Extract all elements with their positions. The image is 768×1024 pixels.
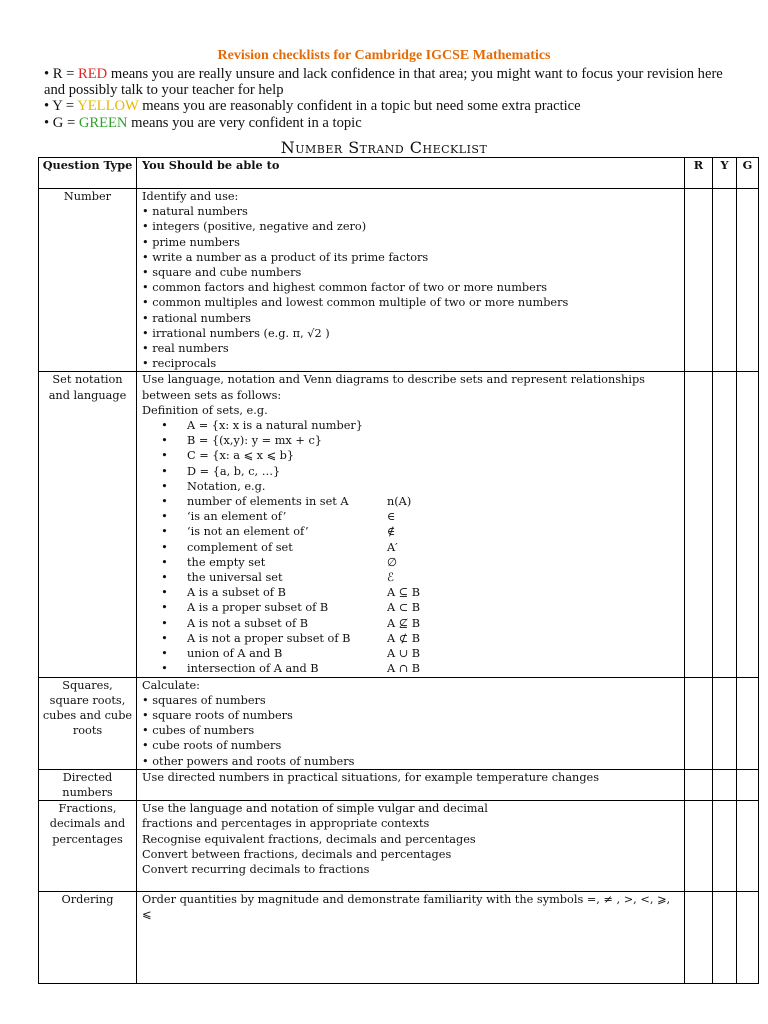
- table-row: [39, 892, 759, 984]
- content-line: • integers (positive, negative and zero): [142, 220, 367, 234]
- rating-cell-y[interactable]: [713, 189, 737, 372]
- legend-text: means you are very confident in a topic: [127, 114, 362, 131]
- header-y: Y: [713, 158, 737, 189]
- question-type: Ordering: [39, 892, 137, 984]
- content-line: • prime numbers: [142, 235, 240, 249]
- notation-item: • A is not a proper subset of B A ⊄ B: [161, 631, 421, 645]
- rating-cell-y[interactable]: [713, 892, 737, 984]
- content-line: • reciprocals: [142, 357, 217, 371]
- legend-yellow: [44, 98, 734, 114]
- rating-cell-r[interactable]: [685, 801, 713, 892]
- strand-title: Number Strand Checklist: [280, 138, 488, 157]
- legend-prefix: • R =: [44, 66, 79, 82]
- content-line: • cube roots of numbers: [142, 739, 282, 753]
- set-definition: • C = {x: a ⩽ x ⩽ b}: [161, 449, 295, 463]
- notation-item: • complement of set A′: [161, 540, 398, 554]
- content-line: • natural numbers: [142, 205, 248, 219]
- header-question-type: Question Type: [39, 158, 137, 189]
- legend-red: [44, 66, 734, 98]
- content-line: Convert recurring decimals to fractions: [142, 862, 370, 876]
- row-content: [137, 372, 685, 677]
- set-definition: • A = {x: x is a natural number}: [161, 419, 363, 433]
- header-g: G: [737, 158, 759, 189]
- content-line: • real numbers: [142, 342, 229, 356]
- row-content: [137, 189, 685, 372]
- rating-cell-r[interactable]: [685, 769, 713, 800]
- rating-cell-r[interactable]: [685, 677, 713, 769]
- content-line: Definition of sets, e.g.: [142, 403, 268, 417]
- checklist-table: [38, 157, 759, 984]
- set-definition: • B = {(x,y): y = mx + c}: [161, 434, 322, 448]
- rating-cell-g[interactable]: [737, 189, 759, 372]
- rating-cell-y[interactable]: [713, 769, 737, 800]
- notation-item: • A is a proper subset of B A ⊂ B: [161, 601, 421, 615]
- notation-item: • intersection of A and B A ∩ B: [161, 662, 421, 676]
- content-line: Use language, notation and Venn diagrams to describe sets and represent relationships between sets as follows:: [142, 373, 645, 402]
- table-row: [39, 801, 759, 892]
- notation-item: • Notation, e.g.: [161, 479, 266, 493]
- question-type: Set notation and language: [39, 372, 137, 677]
- content-line: Calculate:: [142, 678, 200, 692]
- notation-item: • the empty set ∅: [161, 555, 397, 569]
- content-line: • square and cube numbers: [142, 266, 302, 280]
- legend-word-yellow: YELLOW: [77, 98, 139, 115]
- rating-cell-y[interactable]: [713, 677, 737, 769]
- document-title: Revision checklists for Cambridge IGCSE Mathematics: [217, 48, 551, 63]
- legend-word-red: RED: [78, 66, 108, 82]
- notation-item: • the universal set ℰ: [161, 571, 394, 585]
- rating-cell-r[interactable]: [685, 189, 713, 372]
- rating-cell-y[interactable]: [713, 372, 737, 677]
- rating-cell-g[interactable]: [737, 892, 759, 984]
- content-line: fractions and percentages in appropriate contexts: [142, 817, 430, 831]
- legend-prefix: • G =: [44, 114, 79, 131]
- content-line: • write a number as a product of its prime factors: [142, 250, 429, 264]
- header-you-should: You Should be able to: [137, 158, 685, 189]
- rating-cell-g[interactable]: [737, 769, 759, 800]
- rating-legend: [44, 66, 734, 131]
- content-line: Order quantities by magnitude and demonstrate familiarity with the symbols =, ≠ , >, <, ⩾, ⩽: [142, 893, 671, 922]
- question-type: Directed numbers: [39, 769, 137, 800]
- legend-text: means you are really unsure and lack confidence in that area; you might want to focus your revision here and possibly talk to your teacher for help: [44, 66, 723, 99]
- rating-cell-y[interactable]: [713, 801, 737, 892]
- row-content: [137, 892, 685, 984]
- content-line: • squares of numbers: [142, 693, 266, 707]
- content-line: • common multiples and lowest common multiple of two or more numbers: [142, 296, 569, 310]
- table-header-row: [39, 158, 759, 189]
- table-row: [39, 769, 759, 800]
- notation-item: • A is not a subset of B A ⊈ B: [161, 616, 421, 630]
- content-line: Convert between fractions, decimals and percentages: [142, 847, 452, 861]
- content-line: • cubes of numbers: [142, 724, 255, 738]
- table-row: [39, 189, 759, 372]
- table-row: [39, 677, 759, 769]
- notation-item: • ‘is an element of’ ∈: [161, 510, 396, 524]
- header-r: R: [685, 158, 713, 189]
- content-line: Identify and use:: [142, 190, 239, 203]
- notation-item: • number of elements in set A n(A): [161, 495, 412, 509]
- content-line: Recognise equivalent fractions, decimals and percentages: [142, 832, 476, 846]
- notation-item: • A is a subset of B A ⊆ B: [161, 586, 421, 600]
- table-row: [39, 372, 759, 677]
- legend-word-green: GREEN: [78, 114, 128, 131]
- notation-item: • ‘is not an element of’ ∉: [161, 525, 396, 539]
- rating-cell-g[interactable]: [737, 372, 759, 677]
- content-line: • rational numbers: [142, 311, 251, 325]
- notation-item: • union of A and B A ∪ B: [161, 647, 421, 661]
- question-type: Fractions, decimals and percentages: [39, 801, 137, 892]
- content-line: • common factors and highest common factor of two or more numbers: [142, 281, 548, 295]
- content-line: Use the language and notation of simple vulgar and decimal: [142, 802, 488, 816]
- rating-cell-r[interactable]: [685, 892, 713, 984]
- legend-green: [44, 115, 734, 131]
- content-line: Use directed numbers in practical situations, for example temperature changes: [142, 770, 600, 784]
- content-line: • other powers and roots of numbers: [142, 754, 355, 768]
- row-content: [137, 677, 685, 769]
- question-type: Squares, square roots, cubes and cube roots: [39, 677, 137, 769]
- row-content: [137, 801, 685, 892]
- content-line: • irrational numbers (e.g. π, √2 ): [142, 326, 330, 340]
- question-type: Number: [39, 189, 137, 372]
- row-content: [137, 769, 685, 800]
- legend-text: means you are reasonably confident in a topic but need some extra practice: [138, 98, 581, 115]
- rating-cell-r[interactable]: [685, 372, 713, 677]
- rating-cell-g[interactable]: [737, 677, 759, 769]
- content-line: • square roots of numbers: [142, 708, 293, 722]
- legend-prefix: • Y =: [44, 98, 78, 115]
- rating-cell-g[interactable]: [737, 801, 759, 892]
- set-definition: • D = {a, b, c, …}: [161, 464, 281, 478]
